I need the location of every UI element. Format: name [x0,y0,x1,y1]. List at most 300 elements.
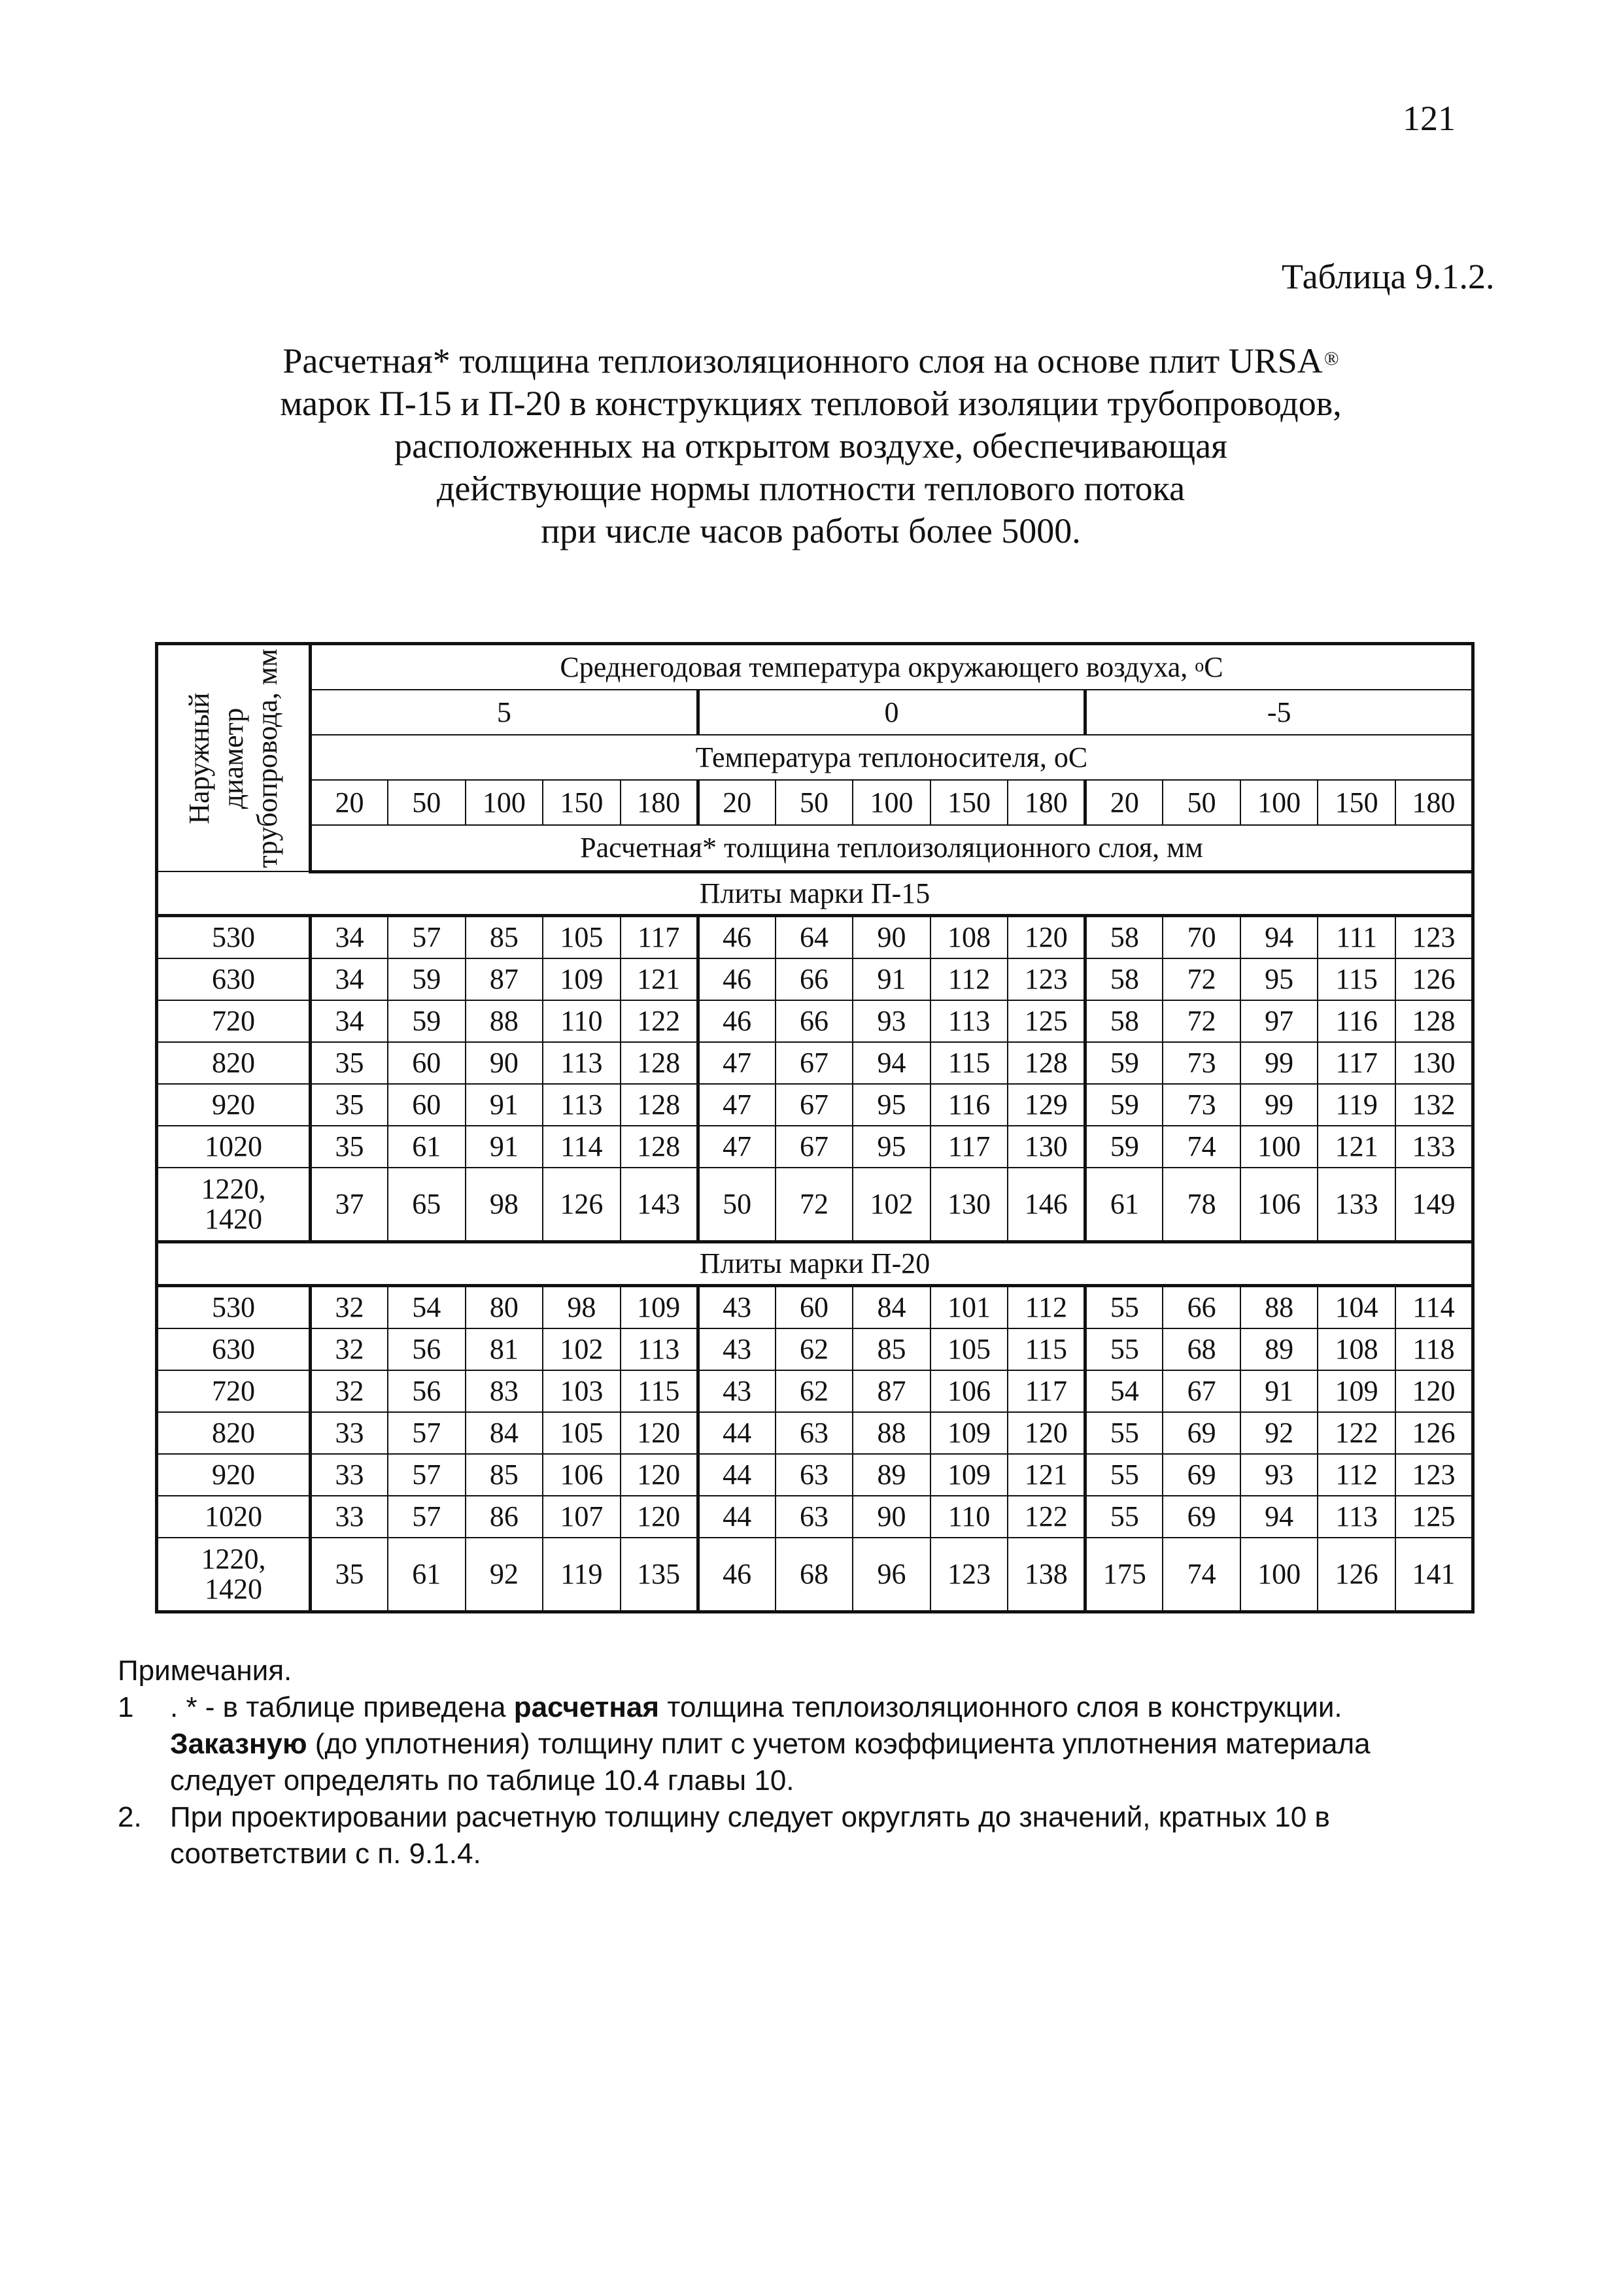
diameter-value-2: 1420 [205,1572,262,1605]
thickness-cell: 141 [1395,1538,1473,1612]
thickness-cell: 132 [1395,1084,1473,1126]
carrier-value: 50 [388,780,466,825]
thickness-cell: 33 [311,1454,388,1496]
thickness-cell: 116 [1318,1000,1395,1042]
thickness-cell: 35 [311,1084,388,1126]
thickness-cell: 43 [698,1370,776,1412]
table-row [157,1285,1473,1328]
thickness-cell: 117 [930,1126,1008,1168]
table-row [157,915,1473,958]
thickness-cell: 97 [1240,1000,1318,1042]
thickness-cell: 91 [466,1126,543,1168]
title-line-1 [150,340,1471,382]
thickness-cell: 73 [1163,1042,1240,1084]
thickness-cell: 109 [543,958,621,1000]
thickness-cell: 47 [698,1084,776,1126]
thickness-cell: 92 [466,1538,543,1612]
thickness-cell: 61 [388,1126,466,1168]
thickness-cell: 55 [1085,1285,1163,1328]
carrier-value: 150 [1318,780,1395,825]
thickness-cell: 37 [311,1168,388,1242]
thickness-cell: 67 [776,1126,853,1168]
diameter-value: 1020 [205,1500,262,1532]
diameter-value: 820 [212,1046,255,1079]
thickness-cell: 57 [388,915,466,958]
thickness-cell: 107 [543,1496,621,1538]
thickness-cell: 130 [1008,1126,1085,1168]
thickness-cell: 67 [776,1042,853,1084]
thickness-cell: 96 [853,1538,930,1612]
thickness-cell: 84 [466,1412,543,1454]
note-1-text-b: толщина теплоизоляционного слоя в конструкции. [659,1691,1342,1723]
thickness-cell: 120 [1395,1370,1473,1412]
thickness-cell: 113 [621,1328,698,1370]
thickness-cell: 62 [776,1328,853,1370]
thickness-cell: 109 [930,1412,1008,1454]
diameter-header-cell [157,644,311,872]
thickness-cell: 83 [466,1370,543,1412]
title-line-2: марок П-15 и П-20 в конструкциях тепловой изоляции трубопроводов, [280,384,1342,423]
diameter-header-line: диаметр [217,707,249,809]
thickness-cell: 117 [621,915,698,958]
thickness-cell: 44 [698,1412,776,1454]
table-label: Таблица 9.1.2. [1282,257,1495,296]
thickness-cell: 110 [930,1496,1008,1538]
thickness-cell: 57 [388,1496,466,1538]
table-row [157,958,1473,1000]
diameter-value: 630 [212,962,255,995]
thickness-cell: 67 [776,1084,853,1126]
thickness-cell: 43 [698,1285,776,1328]
thickness-cell: 66 [1163,1285,1240,1328]
header-row-ambient [157,644,1473,690]
thickness-cell: 91 [1240,1370,1318,1412]
thickness-cell: 61 [388,1538,466,1612]
thickness-cell: 120 [1008,1412,1085,1454]
thickness-cell: 44 [698,1496,776,1538]
thickness-cell: 125 [1008,1000,1085,1042]
diameter-cell [157,1454,311,1496]
note-1-line-2 [170,1726,1491,1763]
thickness-cell: 66 [776,958,853,1000]
thickness-cell: 95 [1240,958,1318,1000]
thickness-cell: 59 [1085,1042,1163,1084]
thickness-cell: 68 [776,1538,853,1612]
thickness-header: Расчетная* толщина теплоизоляционного слоя, мм [311,825,1473,871]
thickness-cell: 102 [853,1168,930,1242]
diameter-value: 920 [212,1088,255,1121]
thickness-cell: 103 [543,1370,621,1412]
thickness-cell: 55 [1085,1412,1163,1454]
carrier-value: 20 [698,780,776,825]
thickness-cell: 95 [853,1126,930,1168]
diameter-cell [157,1370,311,1412]
note-2-number: 2. [118,1801,142,1833]
carrier-value: 100 [853,780,930,825]
thickness-cell: 73 [1163,1084,1240,1126]
thickness-cell: 59 [1085,1126,1163,1168]
diameter-value: 920 [212,1458,255,1491]
carrier-temperature-header: Температура теплоносителя, оС [311,735,1473,780]
thickness-cell: 88 [853,1412,930,1454]
section-row [157,871,1473,915]
insulation-thickness-table [155,642,1475,1613]
thickness-cell: 112 [930,958,1008,1000]
thickness-cell: 60 [388,1042,466,1084]
thickness-cell: 94 [853,1042,930,1084]
diameter-value: 1220, [201,1542,266,1575]
diameter-value-2: 1420 [205,1202,262,1235]
thickness-cell: 126 [1395,958,1473,1000]
thickness-cell: 43 [698,1328,776,1370]
title-line-5: при числе часов работы более 5000. [541,511,1081,550]
table-row [157,1454,1473,1496]
thickness-cell: 121 [1318,1126,1395,1168]
thickness-cell: 74 [1163,1538,1240,1612]
thickness-cell: 88 [1240,1285,1318,1328]
diameter-value: 530 [212,1291,255,1323]
thickness-cell: 115 [1318,958,1395,1000]
thickness-cell: 102 [543,1328,621,1370]
header-row-ambient-values [157,690,1473,735]
thickness-cell: 120 [621,1454,698,1496]
note-1-bold-2: Заказную [170,1728,307,1760]
thickness-cell: 113 [543,1042,621,1084]
thickness-cell: 46 [698,958,776,1000]
thickness-cell: 98 [543,1285,621,1328]
thickness-cell: 89 [853,1454,930,1496]
thickness-cell: 118 [1395,1328,1473,1370]
carrier-value: 100 [466,780,543,825]
diameter-value: 720 [212,1374,255,1407]
diameter-cell [157,1285,311,1328]
thickness-cell: 54 [388,1285,466,1328]
header-row-carrier-values [157,780,1473,825]
thickness-cell: 113 [930,1000,1008,1042]
thickness-cell: 114 [1395,1285,1473,1328]
thickness-cell: 59 [388,958,466,1000]
thickness-cell: 119 [543,1538,621,1612]
thickness-cell: 130 [1395,1042,1473,1084]
carrier-value: 180 [1008,780,1085,825]
diameter-header-line: трубопровода, мм [251,648,283,868]
thickness-cell: 64 [776,915,853,958]
thickness-cell: 128 [1008,1042,1085,1084]
thickness-cell: 120 [621,1496,698,1538]
thickness-cell: 59 [1085,1084,1163,1126]
thickness-cell: 120 [621,1412,698,1454]
thickness-cell: 116 [930,1084,1008,1126]
thickness-cell: 105 [543,915,621,958]
thickness-cell: 92 [1240,1412,1318,1454]
carrier-value: 180 [621,780,698,825]
thickness-cell: 69 [1163,1496,1240,1538]
thickness-cell: 94 [1240,915,1318,958]
thickness-cell: 114 [543,1126,621,1168]
carrier-value: 150 [543,780,621,825]
diameter-cell [157,915,311,958]
thickness-cell: 94 [1240,1496,1318,1538]
thickness-cell: 55 [1085,1454,1163,1496]
thickness-cell: 90 [466,1042,543,1084]
thickness-cell: 46 [698,915,776,958]
ambient-value: 0 [698,690,1085,735]
table-row [157,1370,1473,1412]
title-line-1-text: Расчетная* толщина теплоизоляционного слоя на основе плит URSA [282,341,1323,380]
thickness-cell: 113 [1318,1496,1395,1538]
ambient-value: 5 [311,690,698,735]
registered-mark: ® [1323,348,1339,369]
carrier-value: 150 [930,780,1008,825]
thickness-cell: 112 [1008,1285,1085,1328]
thickness-cell: 61 [1085,1168,1163,1242]
diameter-value: 1020 [205,1130,262,1162]
thickness-cell: 85 [466,1454,543,1496]
thickness-cell: 62 [776,1370,853,1412]
thickness-cell: 101 [930,1285,1008,1328]
diameter-header [182,645,284,871]
thickness-cell: 122 [1008,1496,1085,1538]
note-1-text-a: . * - в таблице приведена [170,1691,514,1723]
diameter-value: 720 [212,1004,255,1037]
thickness-cell: 57 [388,1454,466,1496]
note-2 [118,1799,1491,1872]
thickness-cell: 54 [1085,1370,1163,1412]
table-row [157,1412,1473,1454]
note-1-line-3: следует определять по таблице 10.4 главы 10. [170,1764,794,1797]
thickness-cell: 65 [388,1168,466,1242]
thickness-cell: 99 [1240,1042,1318,1084]
header-row-carrier [157,735,1473,780]
thickness-cell: 84 [853,1285,930,1328]
title-line-4: действующие нормы плотности теплового потока [436,469,1186,508]
thickness-cell: 109 [1318,1370,1395,1412]
table-row [157,1538,1473,1612]
thickness-cell: 108 [1318,1328,1395,1370]
table-row [157,1084,1473,1126]
thickness-cell: 122 [621,1000,698,1042]
thickness-cell: 55 [1085,1496,1163,1538]
thickness-cell: 47 [698,1126,776,1168]
thickness-cell: 72 [1163,1000,1240,1042]
carrier-value: 20 [1085,780,1163,825]
ambient-header-text: Среднегодовая температура окружающего воздуха, [560,650,1195,683]
thickness-cell: 91 [853,958,930,1000]
diameter-value: 530 [212,920,255,953]
diameter-cell [157,1126,311,1168]
thickness-cell: 63 [776,1454,853,1496]
thickness-cell: 123 [1395,915,1473,958]
title-line-3: расположенных на открытом воздухе, обеспечивающая [394,426,1227,465]
thickness-cell: 128 [621,1042,698,1084]
diameter-cell [157,1328,311,1370]
thickness-cell: 113 [543,1084,621,1126]
thickness-cell: 133 [1395,1126,1473,1168]
thickness-cell: 33 [311,1412,388,1454]
thickness-cell: 133 [1318,1168,1395,1242]
thickness-cell: 56 [388,1370,466,1412]
diameter-value: 820 [212,1416,255,1449]
thickness-cell: 91 [466,1084,543,1126]
thickness-cell: 86 [466,1496,543,1538]
thickness-cell: 60 [776,1285,853,1328]
section-row [157,1241,1473,1285]
thickness-cell: 63 [776,1496,853,1538]
diameter-header-wrap [158,645,309,871]
thickness-cell: 128 [621,1126,698,1168]
thickness-cell: 34 [311,1000,388,1042]
thickness-cell: 123 [930,1538,1008,1612]
thickness-cell: 89 [1240,1328,1318,1370]
thickness-cell: 35 [311,1126,388,1168]
thickness-cell: 47 [698,1042,776,1084]
thickness-cell: 85 [853,1328,930,1370]
thickness-cell: 146 [1008,1168,1085,1242]
thickness-cell: 126 [543,1168,621,1242]
thickness-cell: 120 [1008,915,1085,958]
thickness-cell: 105 [543,1412,621,1454]
thickness-cell: 125 [1395,1496,1473,1538]
thickness-cell: 93 [1240,1454,1318,1496]
thickness-cell: 119 [1318,1084,1395,1126]
degree-mark: o [1195,655,1204,676]
table-row [157,1042,1473,1084]
diameter-value: 630 [212,1332,255,1365]
thickness-cell: 112 [1318,1454,1395,1496]
thickness-cell: 50 [698,1168,776,1242]
thickness-cell: 72 [776,1168,853,1242]
diameter-cell [157,1496,311,1538]
section-title: Плиты марки П-15 [157,871,1473,915]
thickness-cell: 122 [1318,1412,1395,1454]
thickness-cell: 78 [1163,1168,1240,1242]
thickness-cell: 149 [1395,1168,1473,1242]
thickness-cell: 117 [1318,1042,1395,1084]
thickness-cell: 128 [621,1084,698,1126]
thickness-cell: 121 [1008,1454,1085,1496]
thickness-cell: 95 [853,1084,930,1126]
thickness-cell: 135 [621,1538,698,1612]
thickness-cell: 123 [1395,1454,1473,1496]
note-2-line-2: соответствии с п. 9.1.4. [170,1838,481,1870]
thickness-cell: 110 [543,1000,621,1042]
diameter-value: 1220, [201,1172,266,1205]
thickness-cell: 115 [621,1370,698,1412]
thickness-cell: 59 [388,1000,466,1042]
thickness-cell: 70 [1163,915,1240,958]
table-row [157,1328,1473,1370]
thickness-cell: 33 [311,1496,388,1538]
thickness-cell: 109 [930,1454,1008,1496]
thickness-cell: 117 [1008,1370,1085,1412]
table-row [157,1496,1473,1538]
thickness-cell: 34 [311,915,388,958]
thickness-cell: 175 [1085,1538,1163,1612]
diameter-header-line: Наружный [183,692,215,824]
section-title: Плиты марки П-20 [157,1241,1473,1285]
thickness-cell: 46 [698,1538,776,1612]
thickness-cell: 99 [1240,1084,1318,1126]
note-1-line-1 [170,1689,1491,1726]
thickness-cell: 111 [1318,915,1395,958]
diameter-cell [157,1000,311,1042]
thickness-cell: 87 [853,1370,930,1412]
thickness-cell: 58 [1085,1000,1163,1042]
note-1-bold: расчетная [513,1691,660,1723]
diameter-cell [157,1168,311,1242]
thickness-cell: 58 [1085,958,1163,1000]
thickness-cell: 74 [1163,1126,1240,1168]
diameter-cell [157,1042,311,1084]
thickness-cell: 56 [388,1328,466,1370]
note-2-line-1: При проектировании расчетную толщину следует округлять до значений, кратных 10 в [170,1801,1330,1833]
diameter-cell [157,1084,311,1126]
thickness-cell: 34 [311,958,388,1000]
carrier-value: 50 [1163,780,1240,825]
thickness-cell: 100 [1240,1126,1318,1168]
thickness-cell: 106 [1240,1168,1318,1242]
thickness-cell: 35 [311,1538,388,1612]
diameter-cell [157,958,311,1000]
table-title [150,340,1471,552]
thickness-cell: 58 [1085,915,1163,958]
thickness-cell: 90 [853,1496,930,1538]
table-row [157,1000,1473,1042]
thickness-cell: 57 [388,1412,466,1454]
thickness-cell: 90 [853,915,930,958]
thickness-cell: 143 [621,1168,698,1242]
thickness-cell: 81 [466,1328,543,1370]
thickness-cell: 106 [543,1454,621,1496]
thickness-cell: 129 [1008,1084,1085,1126]
thickness-cell: 32 [311,1370,388,1412]
table-row [157,1168,1473,1242]
thickness-cell: 123 [1008,958,1085,1000]
thickness-cell: 138 [1008,1538,1085,1612]
thickness-cell: 88 [466,1000,543,1042]
diameter-cell [157,1538,311,1612]
page-number: 121 [1403,99,1456,138]
thickness-cell: 63 [776,1412,853,1454]
thickness-cell: 35 [311,1042,388,1084]
carrier-value: 180 [1395,780,1473,825]
header-row-thickness [157,825,1473,871]
thickness-cell: 105 [930,1328,1008,1370]
thickness-cell: 66 [776,1000,853,1042]
thickness-cell: 126 [1318,1538,1395,1612]
thickness-cell: 60 [388,1084,466,1126]
note-1-text-c: (до уплотнения) толщину плит с учетом коэффициента уплотнения материала [307,1728,1371,1760]
thickness-cell: 55 [1085,1328,1163,1370]
carrier-value: 100 [1240,780,1318,825]
thickness-cell: 115 [1008,1328,1085,1370]
note-1-number: 1 [118,1691,134,1723]
carrier-value: 50 [776,780,853,825]
note-1 [118,1689,1491,1799]
thickness-cell: 46 [698,1000,776,1042]
notes-heading: Примечания. [118,1655,292,1687]
thickness-cell: 80 [466,1285,543,1328]
thickness-cell: 72 [1163,958,1240,1000]
thickness-cell: 106 [930,1370,1008,1412]
thickness-cell: 87 [466,958,543,1000]
thickness-cell: 98 [466,1168,543,1242]
carrier-value: 20 [311,780,388,825]
ambient-value: -5 [1085,690,1473,735]
ambient-temperature-header [311,644,1473,690]
thickness-cell: 68 [1163,1328,1240,1370]
thickness-cell: 126 [1395,1412,1473,1454]
